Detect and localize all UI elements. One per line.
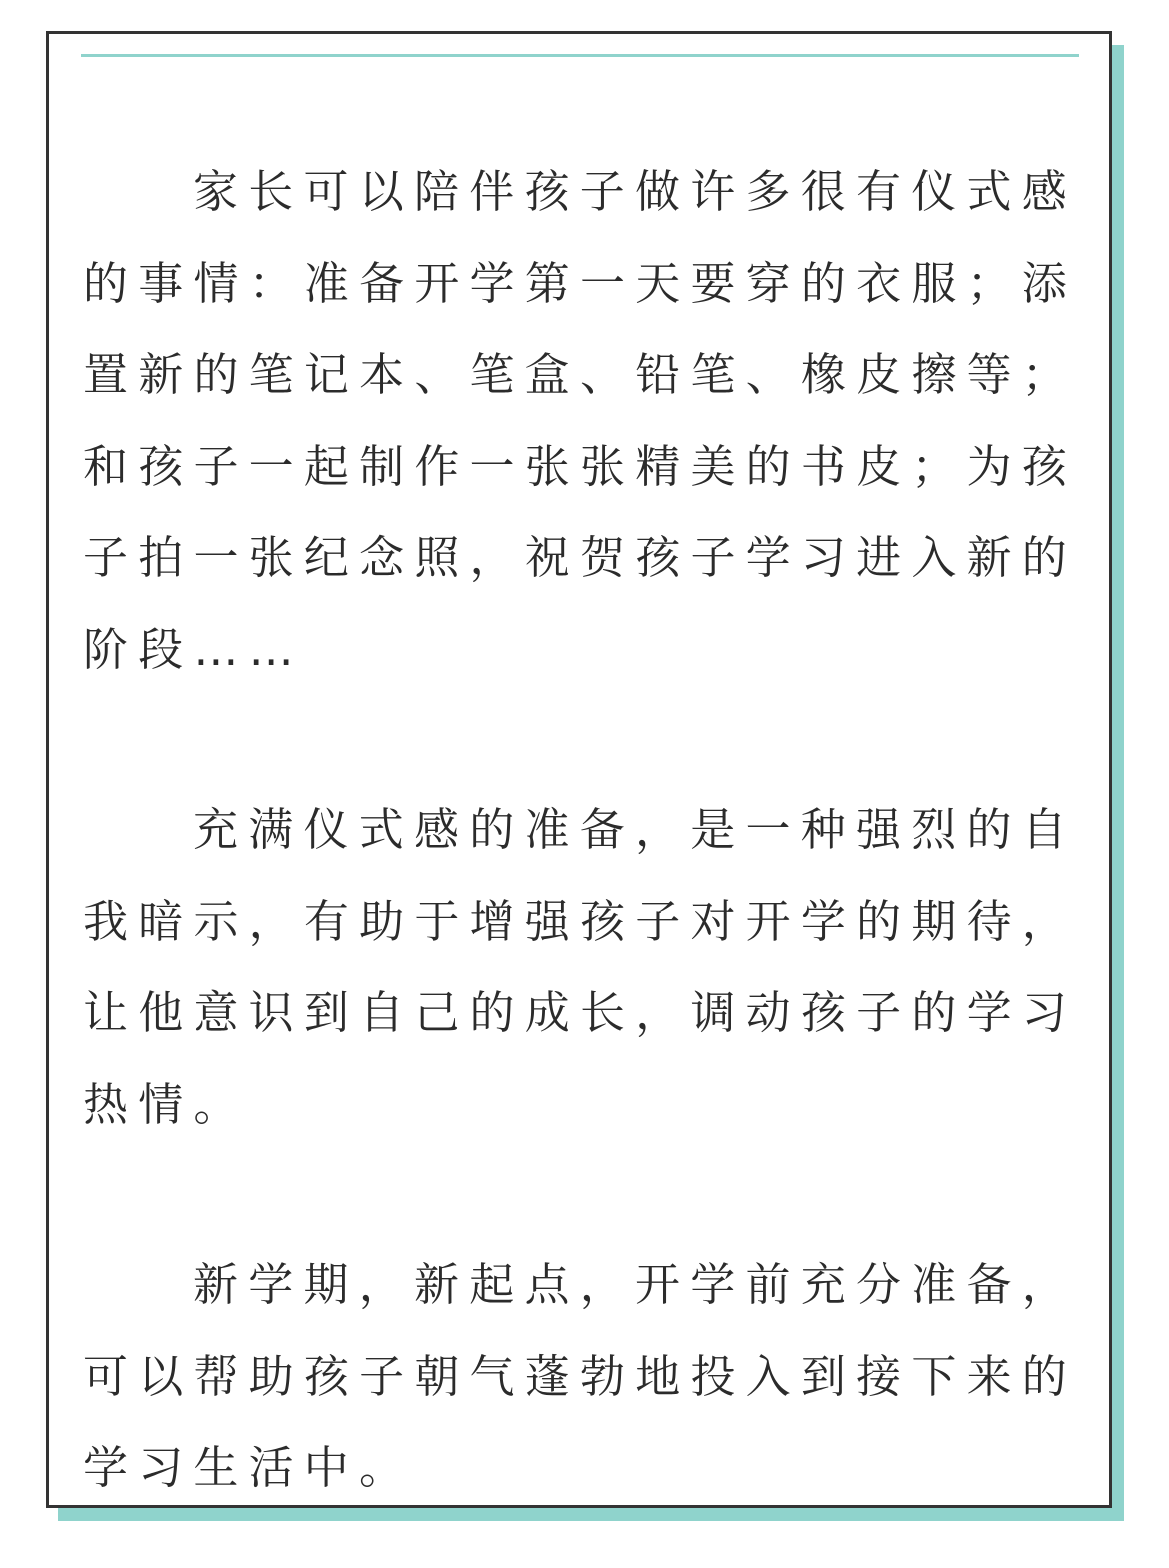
paragraph-2: 充满仪式感的准备，是一种强烈的自我暗示，有助于增强孩子对开学的期待，让他意识到自己的成长，调动孩子的学习热情。	[83, 803, 1077, 1131]
text-card	[46, 31, 1112, 1508]
paragraph-3: 新学期，新起点，开学前充分准备，可以帮助孩子朝气蓬勃地投入到接下来的学习生活中。	[83, 1258, 1077, 1494]
article-body	[83, 146, 1077, 1514]
top-divider	[81, 54, 1079, 57]
paragraph-1: 家长可以陪伴孩子做许多很有仪式感的事情：准备开学第一天要穿的衣服；添置新的笔记本、笔盒、铅笔、橡皮擦等；和孩子一起制作一张张精美的书皮；为孩子拍一张纪念照，祝贺孩子学习进入新的阶段……	[83, 165, 1077, 676]
